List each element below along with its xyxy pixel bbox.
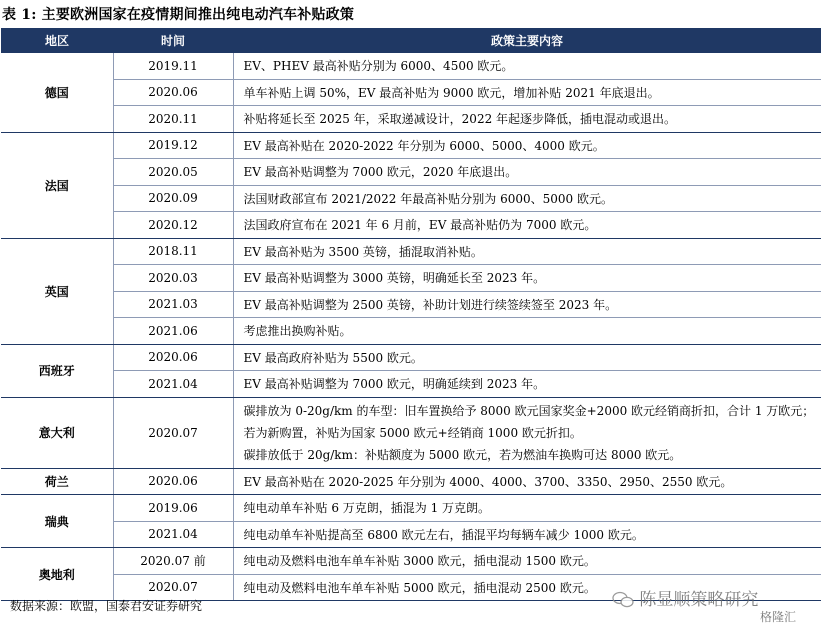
policy-cell: 考虑推出换购补贴。 — [233, 318, 821, 345]
time-cell: 2018.11 — [113, 238, 233, 265]
time-cell: 2020.11 — [113, 106, 233, 133]
time-cell: 2020.07 — [113, 397, 233, 468]
time-cell: 2020.06 — [113, 344, 233, 371]
table-row — [1, 238, 821, 265]
table-row — [1, 159, 821, 186]
wechat-icon — [612, 591, 634, 609]
source-note: 数据来源：欧盟，国泰君安证券研究 — [10, 599, 203, 613]
time-cell: 2020.05 — [113, 159, 233, 186]
time-cell: 2021.04 — [113, 521, 233, 548]
header-policy: 政策主要内容 — [233, 28, 821, 53]
time-cell: 2019.06 — [113, 495, 233, 522]
policy-cell: EV 最高补贴调整为 3000 英镑，明确延长至 2023 年。 — [233, 265, 821, 292]
policy-cell: 法国财政部宣布 2021/2022 年最高补贴分别为 6000、5000 欧元。 — [233, 185, 821, 212]
table-row — [1, 548, 821, 575]
table-row — [1, 291, 821, 318]
time-cell: 2020.06 — [113, 79, 233, 106]
table-row — [1, 106, 821, 133]
time-cell: 2020.12 — [113, 212, 233, 239]
region-cell: 英国 — [1, 238, 113, 344]
policy-cell: 法国政府宣布在 2021 年 6 月前，EV 最高补贴仍为 7000 欧元。 — [233, 212, 821, 239]
policy-cell: EV 最高补贴为 3500 英镑，插混取消补贴。 — [233, 238, 821, 265]
policy-cell: 纯电动单车补贴提高至 6800 欧元左右，插混平均每辆车减少 1000 欧元。 — [233, 521, 821, 548]
watermark — [612, 585, 758, 610]
time-cell: 2020.03 — [113, 265, 233, 292]
time-cell: 2020.07 — [113, 574, 233, 601]
table-row — [1, 212, 821, 239]
table-row — [1, 79, 821, 106]
policy-cell: 纯电动单车补贴 6 万克朗，插混为 1 万克朗。 — [233, 495, 821, 522]
time-cell: 2021.04 — [113, 371, 233, 398]
time-cell: 2020.07 前 — [113, 548, 233, 575]
table-row — [1, 397, 821, 468]
header-time: 时间 — [113, 28, 233, 53]
time-cell: 2020.09 — [113, 185, 233, 212]
time-cell: 2021.06 — [113, 318, 233, 345]
policy-cell — [233, 397, 821, 468]
policy-cell: EV 最高补贴在 2020-2022 年分别为 6000、5000、4000 欧元。 — [233, 132, 821, 159]
policy-cell: EV 最高补贴调整为 2500 英镑，补助计划进行续签续签至 2023 年。 — [233, 291, 821, 318]
region-cell: 法国 — [1, 132, 113, 238]
policy-cell: 补贴将延长至 2025 年，采取递减设计，2022 年起逐步降低，插电混动或退出。 — [233, 106, 821, 133]
policy-cell: EV 最高补贴调整为 7000 欧元，2020 年底退出。 — [233, 159, 821, 186]
time-cell: 2019.11 — [113, 53, 233, 79]
table-row — [1, 371, 821, 398]
region-cell: 瑞典 — [1, 495, 113, 548]
policy-cell: 纯电动及燃料电池车单车补贴 5000 欧元，插电混动 2500 欧元。 — [233, 574, 821, 601]
policy-line: 碳排放为 0-20g/km 的车型：旧车置换给予 8000 欧元国家奖金+2000 欧元经销商折扣，合计 1 万欧元；若为新购置，补贴为国家 5000 欧元+经销商 1000 欧元折扣。 — [243, 403, 815, 440]
region-cell: 奥地利 — [1, 548, 113, 601]
region-cell: 德国 — [1, 53, 113, 132]
policy-table — [1, 28, 821, 601]
watermark-text: 陈显顺策略研究 — [639, 590, 759, 610]
region-cell: 荷兰 — [1, 468, 113, 495]
table-row — [1, 318, 821, 345]
policy-cell: EV 最高政府补贴为 5500 欧元。 — [233, 344, 821, 371]
time-cell: 2020.06 — [113, 468, 233, 495]
table-row — [1, 265, 821, 292]
policy-cell: 单车补贴上调 50%，EV 最高补贴为 9000 欧元，增加补贴 2021 年底退出。 — [233, 79, 821, 106]
watermark-logo: 格隆汇 — [760, 610, 797, 624]
policy-cell: EV、PHEV 最高补贴分别为 6000、4500 欧元。 — [233, 53, 821, 79]
table-row — [1, 495, 821, 522]
table-row — [1, 53, 821, 79]
table-row — [1, 344, 821, 371]
region-cell: 意大利 — [1, 397, 113, 468]
policy-cell: EV 最高补贴在 2020-2025 年分别为 4000、4000、3700、3350、2950、2550 欧元。 — [233, 468, 821, 495]
policy-cell: 纯电动及燃料电池车单车补贴 3000 欧元，插电混动 1500 欧元。 — [233, 548, 821, 575]
table-row — [1, 132, 821, 159]
header-region: 地区 — [1, 28, 113, 53]
policy-cell: EV 最高补贴调整为 7000 欧元，明确延续到 2023 年。 — [233, 371, 821, 398]
policy-line: 碳排放低于 20g/km：补贴额度为 5000 欧元，若为燃油车换购可达 8000 欧元。 — [243, 447, 682, 462]
region-cell: 西班牙 — [1, 344, 113, 397]
time-cell: 2019.12 — [113, 132, 233, 159]
table-title: 表 1: 主要欧洲国家在疫情期间推出纯电动汽车补贴政策 — [2, 7, 355, 23]
table-row — [1, 521, 821, 548]
table-row — [1, 468, 821, 495]
table-row — [1, 185, 821, 212]
time-cell: 2021.03 — [113, 291, 233, 318]
